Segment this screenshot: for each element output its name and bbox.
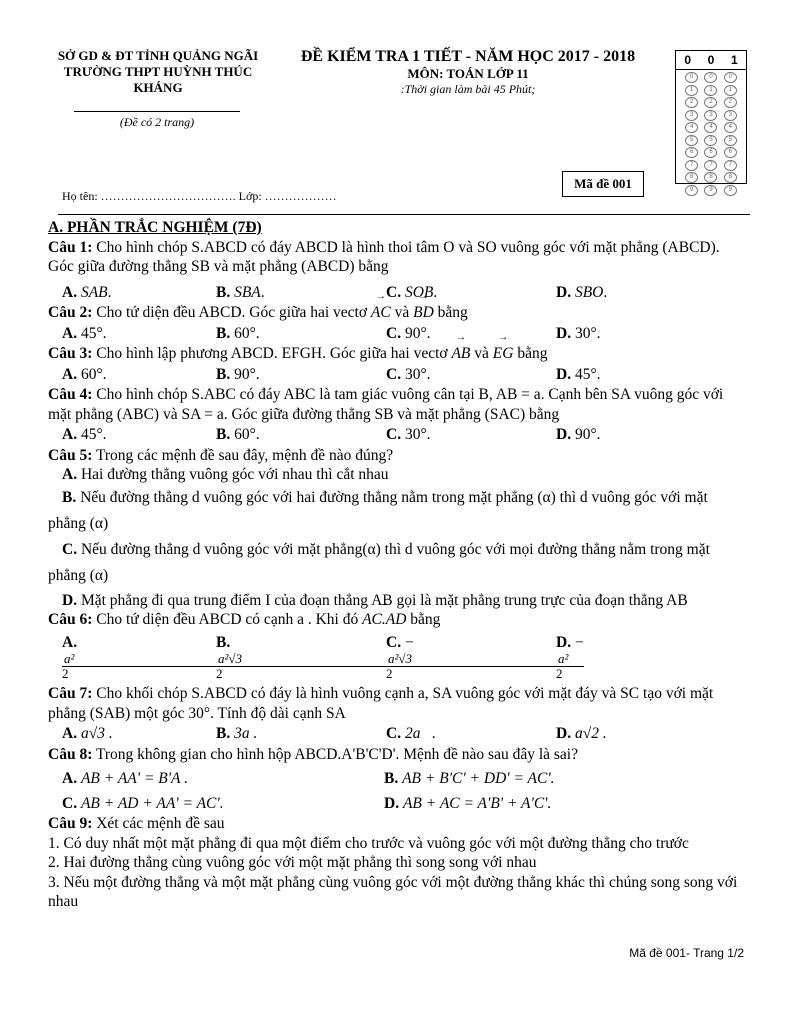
vector-bd: → BD bbox=[413, 303, 434, 323]
section-title: A. PHẦN TRẮC NGHIỆM (7Đ) bbox=[48, 219, 262, 236]
answer-bubble: 5 bbox=[724, 135, 737, 146]
option-label: C. bbox=[386, 633, 402, 651]
option-label: D. bbox=[556, 725, 572, 742]
question-text-end: bằng bbox=[517, 345, 548, 362]
question-text: Cho tứ diện đều ABCD có cạnh a . Khi đó bbox=[96, 611, 359, 628]
bubble-divider bbox=[676, 69, 746, 70]
minus-sign: − bbox=[404, 633, 414, 651]
code-digit: 0 bbox=[684, 53, 691, 67]
bubble-column bbox=[704, 72, 717, 197]
answer-c: AB + AD + AA' = AC'. bbox=[80, 794, 224, 812]
answer-bubble: 4 bbox=[704, 122, 717, 133]
answer-c: 90°. bbox=[404, 324, 431, 342]
option-label: A. bbox=[62, 283, 78, 301]
question-text: Trong các mệnh đề sau đây, mệnh đề nào đúng? bbox=[95, 446, 394, 464]
school-line-1: SỞ GD & ĐT TỈNH QUẢNG NGÃI bbox=[57, 48, 259, 63]
answer-bubble: 0 bbox=[704, 72, 717, 83]
answer-b: SBA bbox=[234, 283, 261, 301]
option-label: C. bbox=[386, 725, 402, 742]
answer-a: 45°. bbox=[80, 324, 107, 342]
answer-c: 30°. bbox=[404, 426, 431, 443]
answer-d: 90°. bbox=[574, 426, 601, 443]
question-6 bbox=[48, 610, 748, 630]
option-label: C. bbox=[386, 365, 402, 383]
answer-b: 60°. bbox=[234, 426, 260, 443]
fraction bbox=[62, 652, 216, 681]
option-label: A. bbox=[62, 426, 78, 443]
option-label: B. bbox=[216, 633, 231, 651]
conjunction: và bbox=[474, 345, 489, 362]
answers-8-row-1 bbox=[48, 769, 748, 789]
code-digit: 0 bbox=[707, 53, 715, 67]
answers-4 bbox=[48, 425, 748, 445]
option-label: A. bbox=[62, 324, 78, 342]
school-line-2: TRƯỜNG THPT HUỲNH THÚC bbox=[63, 64, 253, 79]
option-label: C. bbox=[386, 283, 402, 301]
answers-8-row-2 bbox=[48, 794, 748, 814]
answer-bubble: 7 bbox=[685, 160, 698, 171]
question-label: Câu 7: bbox=[48, 685, 93, 702]
answers-6 bbox=[48, 633, 748, 682]
option-label: C. bbox=[62, 794, 78, 812]
question-label: Câu 4: bbox=[48, 386, 93, 403]
code-digits bbox=[676, 53, 746, 67]
option-label: D. bbox=[556, 633, 572, 651]
question-3 bbox=[48, 344, 748, 364]
answer-bubble: 4 bbox=[724, 122, 737, 133]
answer-bubble: 0 bbox=[685, 72, 698, 83]
question-7 bbox=[48, 684, 748, 723]
answer-bubble: 5 bbox=[704, 135, 717, 146]
fraction bbox=[556, 652, 584, 681]
answer-bubble: 2 bbox=[685, 97, 698, 108]
question-text: Cho hình chóp S.ABCD có đáy ABCD là hình thoi tâm O và SO vuông góc với mặt phẳng (ABCD). Góc giữa đường thẳng SB và mặt phẳng (ABCD) bằng bbox=[48, 238, 720, 275]
answer-bubble: 6 bbox=[704, 147, 717, 158]
statement-1: 1. Có duy nhất một mặt phẳng đi qua một điểm cho trước và vuông góc với một đường thẳng cho trước bbox=[48, 834, 689, 852]
numerator: a² bbox=[556, 652, 584, 667]
question-label: Câu 2: bbox=[48, 304, 93, 321]
denominator: 2 bbox=[62, 666, 69, 681]
school-line-3: KHÁNG bbox=[133, 80, 183, 95]
question-text: Cho hình chóp S.ABC có đáy ABC là tam giác vuông cân tại B, AB = a. Cạnh bên SA vuông góc với mặt phẳng (ABC) và SA = a. Góc giữa đường thẳng SB và mặt phẳng (SAC) bằng bbox=[48, 386, 724, 423]
exam-code-box: Mã đề 001 bbox=[562, 171, 644, 197]
option-label: B. bbox=[62, 488, 77, 506]
question-5 bbox=[48, 446, 748, 466]
option-label: D. bbox=[556, 365, 572, 383]
option-label: B. bbox=[216, 725, 231, 742]
answer-bubble: 7 bbox=[704, 160, 717, 171]
answer-bubble: 6 bbox=[685, 147, 698, 158]
answer-d: AB + AC = A'B' + A'C'. bbox=[402, 794, 552, 812]
option-label: C. bbox=[386, 324, 402, 342]
answer-bubble: 1 bbox=[704, 85, 717, 96]
option-label: A. bbox=[62, 466, 78, 483]
exam-content bbox=[48, 218, 748, 912]
minus-sign: − bbox=[574, 633, 584, 651]
question-9 bbox=[48, 814, 748, 834]
option-label: D. bbox=[556, 283, 572, 301]
answers-2 bbox=[48, 324, 748, 344]
statement-3: 3. Nếu một đường thẳng và một mặt phẳng cùng vuông góc với một đường thẳng khác thì chúng song song với nhau bbox=[48, 873, 738, 910]
answer-b: 3a . bbox=[234, 725, 258, 742]
answer-bubble: 6 bbox=[724, 147, 737, 158]
answer-a: 45°. bbox=[80, 426, 107, 443]
answer-a: SAB bbox=[80, 283, 108, 301]
answer-d: SBO bbox=[574, 283, 604, 301]
answer-text: Hai đường thẳng vuông góc với nhau thì cắt nhau bbox=[80, 466, 389, 483]
answer-bubble: 9 bbox=[704, 185, 717, 196]
vector-ab: → AB bbox=[451, 344, 470, 364]
numerator: a²√3 bbox=[386, 652, 556, 667]
question-8 bbox=[48, 745, 748, 765]
answers-3 bbox=[48, 365, 748, 385]
answer-bubble: 7 bbox=[724, 160, 737, 171]
answer-bubble: 8 bbox=[685, 172, 698, 183]
bubble-columns bbox=[682, 72, 740, 197]
option-label: B. bbox=[384, 770, 399, 787]
answer-text: Nếu đường thẳng d vuông góc với hai đường thẳng nằm trong mặt phẳng (α) thì d vuông góc với mặt phẳng (α) bbox=[48, 488, 708, 532]
answer-b: AB + B'C' + DD' = AC'. bbox=[402, 770, 555, 787]
question-text: Cho khối chóp S.ABCD có đáy là hình vuông cạnh a, SA vuông góc với mặt đáy và SC tạo với mặt phẳng (SAB) một góc 30°. Tính độ dài cạnh SA bbox=[48, 685, 714, 722]
question-label: Câu 6: bbox=[48, 611, 93, 628]
option-label: B. bbox=[216, 324, 231, 342]
header-divider bbox=[74, 111, 240, 112]
answer-bubble: 2 bbox=[724, 97, 737, 108]
option-label: D. bbox=[62, 591, 78, 609]
question-1 bbox=[48, 238, 748, 277]
question-label: Câu 5: bbox=[48, 446, 93, 464]
question-label: Câu 1: bbox=[48, 238, 93, 256]
answer-a: a√3 . bbox=[80, 725, 113, 742]
option-label: D. bbox=[556, 324, 572, 342]
option-label: B. bbox=[216, 365, 231, 383]
dot-product-expr: → AC.AD bbox=[362, 610, 406, 630]
answer-b: 90°. bbox=[234, 365, 260, 383]
answers-7 bbox=[48, 724, 748, 744]
answer-c bbox=[48, 537, 748, 589]
answer-d: 45°. bbox=[574, 365, 601, 383]
answer-bubble: 3 bbox=[724, 110, 737, 121]
answer-a: AB + AA' = B'A . bbox=[80, 770, 188, 787]
exam-time-note: :Thời gian làm bài 45 Phút; bbox=[400, 82, 536, 96]
exam-title: ĐỀ KIỂM TRA 1 TIẾT - NĂM HỌC 2017 - 2018 bbox=[300, 48, 636, 65]
answer-bubble: 4 bbox=[685, 122, 698, 133]
answer-text: Nếu đường thẳng d vuông góc với mặt phẳng(α) thì d vuông góc với mọi đường thẳng nằm trong mặt phẳng (α) bbox=[48, 540, 710, 584]
vector-eg: → EG bbox=[493, 344, 514, 364]
question-text: Cho hình lập phương ABCD. EFGH. Góc giữa hai vectơ bbox=[96, 345, 448, 362]
question-2 bbox=[48, 303, 748, 323]
answer-bubble: 8 bbox=[704, 172, 717, 183]
student-info-line: Họ tên: ……………………………. Lớp: ……………… bbox=[62, 189, 337, 203]
answer-bubble: 3 bbox=[704, 110, 717, 121]
exam-header bbox=[288, 48, 648, 97]
answer-bubble: 3 bbox=[685, 110, 698, 121]
bubble-column bbox=[724, 72, 737, 197]
question-text: Xét các mệnh đề sau bbox=[96, 815, 225, 832]
answer-text: Mặt phẳng đi qua trung điểm I của đoạn thẳng AB gọi là mặt phẳng trung trực của đoạn thẳng AB bbox=[80, 591, 688, 609]
option-label: A. bbox=[62, 633, 78, 651]
answers-1: A. SAB. B. SBA. C. SOB. D. SBO. bbox=[62, 283, 608, 301]
page-footer: Mã đề 001- Trang 1/2 bbox=[629, 946, 744, 960]
answer-bubble: 5 bbox=[685, 135, 698, 146]
code-digit: 1 bbox=[730, 53, 738, 67]
denominator: 2 bbox=[216, 666, 223, 681]
bubble-column bbox=[685, 72, 698, 197]
answer-a: 60°. bbox=[80, 365, 107, 383]
answer-d: 30°. bbox=[574, 324, 601, 342]
school-header bbox=[48, 48, 268, 96]
denominator: 2 bbox=[386, 666, 393, 681]
question-label: Câu 3: bbox=[48, 345, 93, 362]
option-label: A. bbox=[62, 770, 78, 787]
answer-bubble: 8 bbox=[724, 172, 737, 183]
question-text-end: bằng bbox=[437, 304, 468, 321]
vector-ac: → AC bbox=[371, 303, 391, 323]
answer-b: 60°. bbox=[234, 324, 260, 342]
exam-code-bubble-sheet bbox=[675, 50, 747, 193]
fraction bbox=[216, 652, 386, 681]
statement-2: 2. Hai đường thẳng cùng vuông góc với một mặt phẳng thì song song với nhau bbox=[48, 854, 537, 871]
option-label: D. bbox=[556, 426, 572, 443]
fraction bbox=[386, 652, 556, 681]
answer-bubble: 1 bbox=[685, 85, 698, 96]
question-4 bbox=[48, 385, 748, 424]
header-rule bbox=[58, 214, 750, 215]
answer-c: 2a . bbox=[404, 725, 436, 742]
answer-c: 30°. bbox=[404, 365, 431, 383]
option-label: C. bbox=[62, 540, 78, 558]
option-label: D. bbox=[384, 794, 400, 812]
answer-c: SOB bbox=[404, 283, 434, 301]
answer-d: a√2 . bbox=[574, 725, 607, 742]
question-text: Cho tứ diện đều ABCD. Góc giữa hai vectơ bbox=[96, 304, 368, 321]
pages-note: (Đề có 2 trang) bbox=[119, 115, 195, 129]
question-text: Trong không gian cho hình hộp ABCD.A'B'C'D'. Mệnh đề nào sau đây là sai? bbox=[95, 745, 578, 763]
option-label: B. bbox=[216, 426, 231, 443]
option-label: A. bbox=[62, 365, 78, 383]
exam-subject: MÔN: TOÁN LỚP 11 bbox=[407, 66, 529, 81]
denominator: 2 bbox=[556, 666, 563, 681]
conjunction: và bbox=[394, 304, 410, 321]
option-label: A. bbox=[62, 725, 78, 742]
question-text-end: bằng bbox=[410, 611, 441, 628]
option-label: C. bbox=[386, 426, 402, 443]
question-label: Câu 9: bbox=[48, 815, 93, 832]
answer-bubble: 9 bbox=[724, 185, 737, 196]
answer-bubble: 1 bbox=[724, 85, 737, 96]
answer-bubble: 0 bbox=[724, 72, 737, 83]
answer-bubble: 9 bbox=[685, 185, 698, 196]
numerator: a²√3 bbox=[216, 652, 386, 667]
answer-bubble: 2 bbox=[704, 97, 717, 108]
option-label: B. bbox=[216, 283, 231, 301]
answer-a bbox=[48, 465, 748, 485]
numerator: a² bbox=[62, 652, 216, 667]
question-label: Câu 8: bbox=[48, 745, 93, 763]
answer-b bbox=[48, 485, 748, 537]
